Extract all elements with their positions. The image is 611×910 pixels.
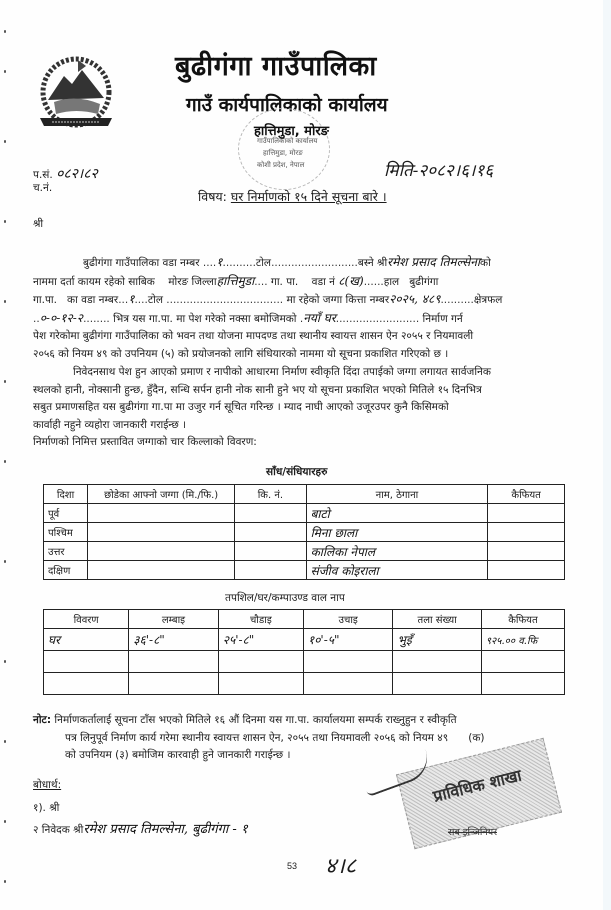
handwritten-file-number: ४।८ (325, 854, 357, 879)
land-area: ०-०-१२-२ (39, 310, 84, 325)
old-vdc: हात्तिमुडा (216, 273, 255, 288)
description-cell (44, 651, 129, 673)
column-header: उचाइ (303, 610, 392, 629)
name-address-cell: बाटो (306, 504, 488, 523)
direction-cell: पूर्व (44, 504, 88, 523)
notice-paragraph-1 (33, 254, 585, 363)
applicant-name: रमेश प्रसाद तिमल्सेना (387, 255, 481, 269)
date-value: २०८२।६।१६ (418, 161, 494, 181)
para-line: पत्र लिनुपूर्व निर्माण कार्य गरेमा स्थानीय स्वायत्त शासन ऐन, २०५५ तथा नियमावली २०५६ को नियम ४९ (क) (65, 731, 485, 744)
notice-paragraph-2 (33, 364, 585, 452)
remarks-cell: ९२५.०० व.फि (481, 629, 564, 651)
boundary-table-caption: साँध/संधियारहरु (266, 466, 328, 478)
para-line: बुढीगंगा गाउँपालिका वडा नम्बर ....१..........टोल..........................बस्ने श्रीरमेश प्रसाद तिमल्सेनाको (83, 255, 491, 269)
column-header: चौडाइ (218, 610, 303, 629)
para-line: को उपनियम (३) बमोजिम कारवाही हुने जानकारी गराईन्छ । (65, 749, 291, 761)
column-header: तला संख्या (393, 610, 481, 629)
table-row (44, 561, 565, 580)
direction-cell: दक्षिण (44, 561, 88, 580)
height-cell: १०'-५" (303, 629, 392, 651)
margin-mark (4, 70, 6, 73)
stamp-text: प्राविधिक शाखा (431, 765, 524, 806)
subject-text: घर निर्माणको १५ दिने सूचना बारे । (230, 189, 387, 204)
remarks-cell (481, 673, 564, 695)
office-subtitle: गाउँ कार्यपालिकाको कार्यालय (186, 94, 388, 116)
remarks-cell (488, 542, 565, 561)
left-land-cell (88, 504, 235, 523)
height-cell (303, 673, 392, 695)
direction-cell: उत्तर (44, 542, 88, 561)
column-header: लम्बाइ (129, 610, 218, 629)
length-cell: ३६'-८" (129, 629, 218, 651)
left-land-cell (88, 542, 235, 561)
column-header: कैफियत (488, 485, 565, 504)
current-ward: १ (128, 292, 135, 306)
width-cell (218, 673, 303, 695)
date-label: मिति- (384, 161, 419, 181)
name-address-cell: कालिका नेपाल (306, 542, 488, 561)
name-address-cell: मिना छाला (306, 523, 488, 542)
seal-text: हात्तिमुडा, मोरङ (263, 149, 303, 157)
name-address-cell: संजीव कोइराला (306, 561, 488, 580)
measurement-table-caption: तपशिल/घर/कम्पाउण्ड वाल नाप (225, 592, 345, 604)
margin-mark (4, 660, 6, 663)
remarks-cell (488, 561, 565, 580)
column-header: कि. नं. (235, 485, 306, 504)
para-line: नाममा दर्ता कायम रहेको साबिक मोरङ जिल्लाहात्तिमुडा.... गा. पा. वडा नं ८(ख)......हाल बुढीगंगा (33, 273, 439, 288)
column-header: कैफियत (481, 610, 564, 629)
remarks-cell (481, 651, 564, 673)
cc-label: बोधार्थ: (33, 779, 62, 791)
floors-cell (393, 651, 481, 673)
recipient: श्री (33, 218, 44, 230)
table-row (44, 651, 565, 673)
reference-value: ०८२।८२ (56, 166, 98, 182)
para-line: सबुत प्रमाणसहित यस बुढीगंगा गा.पा मा उजुर गर्न सूचित गरिन्छ । म्याद नाघी आएको उजूरउपर कुनै किसिमको (33, 401, 449, 413)
direction-cell: पश्चिम (44, 523, 88, 542)
length-cell (129, 651, 218, 673)
margin-mark (4, 220, 6, 223)
boundary-intro: निर्माणको निमित्त प्रस्तावित जग्गाको चार किल्लाको विवरण: (33, 436, 257, 448)
margin-mark (4, 380, 6, 383)
margin-mark (4, 880, 6, 883)
letter-date (384, 158, 493, 181)
seal-text: कोशी प्रदेश, नेपाल (257, 161, 305, 169)
plot-number: २०२५, ४८९ (389, 292, 441, 306)
para-line: पेश गरेकोमा बुढीगंगा गाउँपालिका को भवन तथा योजना मापदण्ड तथा स्थानीय स्वायत्त शासन ऐन २०५५ र नियमावली (33, 330, 474, 342)
floors-cell: भुइँ (393, 629, 481, 651)
para-line: कार्वाही नहुने व्यहोरा जानकारी गराईन्छ । (33, 418, 187, 431)
subject-line (198, 188, 387, 205)
left-land-cell (88, 561, 235, 580)
applicant-address: रमेश प्रसाद तिमल्सेना, बुढीगंगा - १ (83, 822, 248, 837)
cc-item-1: १). श्री (33, 802, 60, 814)
para-line: स्थलको हानी, नोक्सानी हुन्छ, हुँदैन, सन्धि सर्पन हानी नोक सानी हुने भए यो सूचना प्रकाशित भएको मितिले १५ दिनभित्र (33, 383, 482, 396)
old-ward: ८(ख) (338, 273, 364, 288)
boundary-table (43, 484, 565, 580)
para-line: २०५६ को नियम ४९ को उपनियम (५) को प्रयोजनको लागि संधियारको नाममा यो सूचना प्रकाशित गरिएको छ । (33, 347, 449, 360)
margin-mark (4, 740, 6, 743)
table-header-row (44, 485, 565, 504)
table-row (44, 542, 565, 561)
municipality-title: बुढीगंगा गाउँपालिका (175, 51, 377, 82)
ward-number: १ (216, 255, 223, 269)
table-row (44, 504, 565, 523)
column-header: विवरण (44, 610, 129, 629)
left-land-cell (88, 523, 235, 542)
margin-mark (4, 300, 6, 303)
plot-no-cell (235, 561, 306, 580)
margin-mark (4, 460, 6, 463)
margin-mark (4, 560, 6, 563)
margin-mark (4, 140, 6, 143)
para-line: निवेदनसाथ पेश हुन आएको प्रमाण र नापीको आधारमा निर्माण स्वीकृति दिंदा तपाईको जग्गा लगायत सार्वजनिक (73, 366, 491, 378)
subject-label: विषय: (198, 189, 227, 204)
length-cell (129, 673, 218, 695)
dispatch-label: च.नं. (33, 182, 53, 194)
cc-item-2: २ निवेदक श्रीरमेश प्रसाद तिमल्सेना, बुढीगंगा - १ (33, 822, 248, 837)
column-header: छोडेका आफ्नो जग्गा (मि./फि.) (88, 485, 235, 504)
width-cell (218, 651, 303, 673)
note-label: नोट: (33, 714, 52, 726)
measurement-table (43, 609, 565, 695)
table-header-row (44, 610, 565, 629)
description-cell (44, 673, 129, 695)
building-type: नयाँ घर (303, 310, 336, 325)
height-cell (303, 651, 392, 673)
page-number: 53 (287, 861, 298, 871)
plot-no-cell (235, 504, 306, 523)
remarks-cell (488, 504, 565, 523)
description-cell: घर (44, 629, 129, 651)
plot-no-cell (235, 542, 306, 561)
para-line: नोट: निर्माणकर्तालाई सूचना टाँस भएको मितिले १६ औं दिनमा यस गा.पा. कार्यालयमा सम्पर्क राख्नुहुन र स्वीकृति (33, 714, 457, 726)
table-row (44, 629, 565, 651)
column-header: दिशा (44, 485, 88, 504)
width-cell: २५'-८" (218, 629, 303, 651)
office-location: हात्तिमुडा, मोरङ (254, 124, 329, 139)
reference-label: प.सं. (33, 169, 53, 181)
remarks-cell (488, 523, 565, 542)
plot-no-cell (235, 523, 306, 542)
page-edge (603, 0, 611, 910)
nepal-emblem-icon (34, 52, 118, 136)
table-row (44, 523, 565, 542)
margin-mark (4, 820, 6, 823)
dispatch-number (33, 181, 52, 195)
seal-text: गाउँपालिकाको कार्यालय (257, 137, 318, 145)
para-line: गा.पा. का वडा नम्बर...१....टोल ................................... मा रहेको जग्गा कित्ता नम्बर२०२५, ४८९..........क्षेत्रफल (33, 292, 503, 306)
signatory-designation: सब इन्जिनियर (448, 827, 497, 838)
column-header: नाम, ठेगाना (306, 485, 488, 504)
table-row (44, 673, 565, 695)
margin-mark (4, 30, 6, 33)
para-line: ..०-०-१२-२........ भित्र यस गा.पा. मा पेश गरेको नक्सा बमोजिमको .नयाँ घर......................... निर्माण गर्न (33, 310, 463, 325)
floors-cell (393, 673, 481, 695)
